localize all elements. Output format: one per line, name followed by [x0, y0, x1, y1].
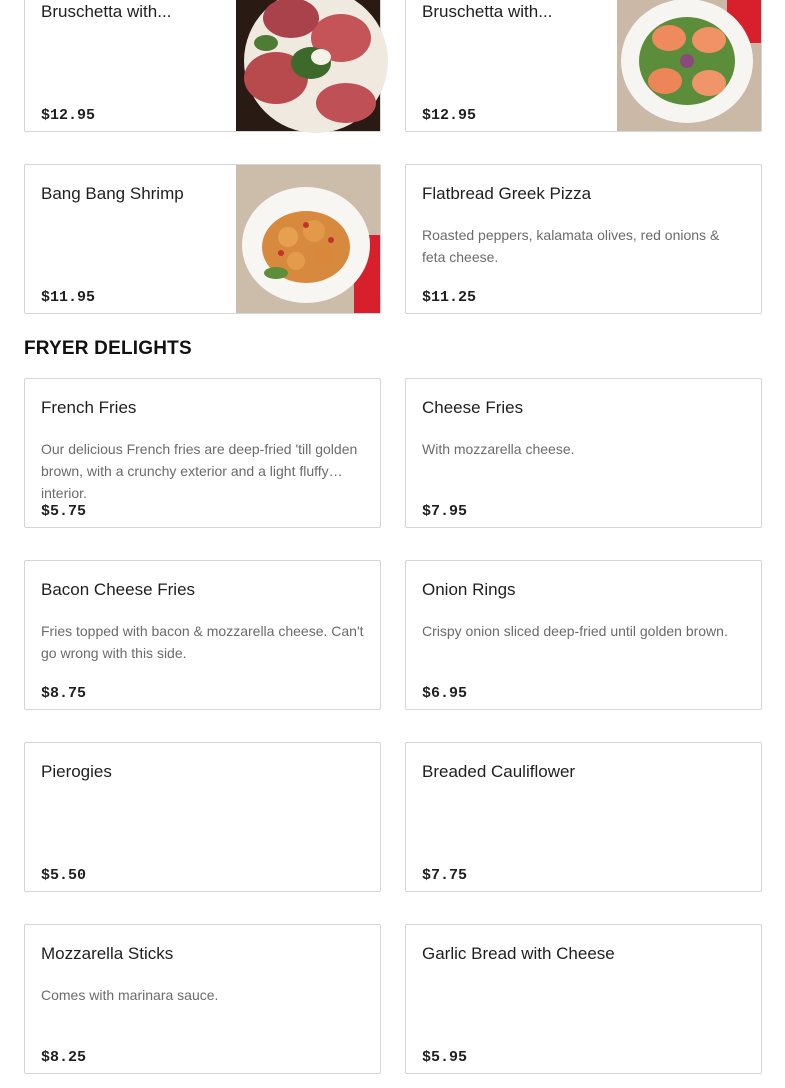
menu-item-price: $7.75 — [422, 867, 468, 884]
menu-item-name: French Fries — [41, 398, 137, 417]
menu-item-card-onion-rings[interactable] — [405, 560, 762, 710]
menu-item-card-flatbread-greek-pizza[interactable] — [405, 164, 762, 314]
menu-item-name: Flatbread Greek Pizza — [422, 184, 592, 203]
menu-item-card-french-fries[interactable] — [24, 378, 381, 528]
menu-item-name: Pierogies — [41, 762, 112, 781]
menu-item-description: Crispy onion sliced deep-fried until golden brown. — [422, 623, 728, 639]
menu-item-name: Onion Rings — [422, 580, 516, 599]
menu-item-card-pierogies[interactable] — [24, 742, 381, 892]
menu-item-price: $12.95 — [41, 107, 96, 124]
menu-item-name: Breaded Cauliflower — [422, 762, 576, 781]
menu-item-card-garlic-bread-with-cheese[interactable] — [405, 924, 762, 1074]
menu-item-price: $5.95 — [422, 1049, 468, 1066]
menu-item-price: $6.95 — [422, 685, 468, 702]
menu-item-card-bruschetta-salmon[interactable] — [405, 0, 762, 132]
menu-item-description: With mozzarella cheese. — [422, 441, 575, 457]
menu-item-price: $11.95 — [41, 289, 96, 306]
menu-item-card-bang-bang-shrimp[interactable] — [24, 164, 381, 314]
menu-item-card-cheese-fries[interactable] — [405, 378, 762, 528]
menu-item-name: Bruschetta with... — [422, 2, 553, 21]
menu-item-price: $5.75 — [41, 503, 87, 520]
menu-item-card-breaded-cauliflower[interactable] — [405, 742, 762, 892]
menu-item-name: Garlic Bread with Cheese — [422, 944, 615, 963]
menu-item-description: Comes with marinara sauce. — [41, 987, 219, 1003]
bang-bang-shrimp-photo — [236, 165, 380, 313]
menu-item-name: Bruschetta with... — [41, 2, 172, 21]
menu-item-price: $11.25 — [422, 289, 477, 306]
menu-item-card-bruschetta-prosciutto[interactable] — [24, 0, 381, 132]
menu-item-name: Bang Bang Shrimp — [41, 184, 184, 203]
menu-item-price: $12.95 — [422, 107, 477, 124]
menu-item-description: Our delicious French fries are deep-fried 'till golden brown, with a crunchy exterior and a light fluffy interior. — [41, 441, 358, 501]
section-title-fryer-delights: FRYER DELIGHTS — [24, 338, 192, 359]
menu-item-price: $7.95 — [422, 503, 468, 520]
menu-item-card-mozzarella-sticks[interactable] — [24, 924, 381, 1074]
menu-item-price: $8.25 — [41, 1049, 87, 1066]
menu-item-name: Bacon Cheese Fries — [41, 580, 196, 599]
menu-item-description: Fries topped with bacon & mozzarella cheese. Can't go wrong with this side. — [41, 623, 364, 661]
menu-item-name: Cheese Fries — [422, 398, 524, 417]
menu-item-card-bacon-cheese-fries[interactable] — [24, 560, 381, 710]
menu-item-price: $8.75 — [41, 685, 87, 702]
menu-item-name: Mozzarella Sticks — [41, 944, 174, 963]
menu-item-price: $5.50 — [41, 867, 87, 884]
salmon-bruschetta-photo — [617, 0, 761, 131]
menu-item-description: Roasted peppers, kalamata olives, red onions & feta cheese. — [422, 227, 720, 265]
prosciutto-bruschetta-photo — [236, 0, 380, 131]
